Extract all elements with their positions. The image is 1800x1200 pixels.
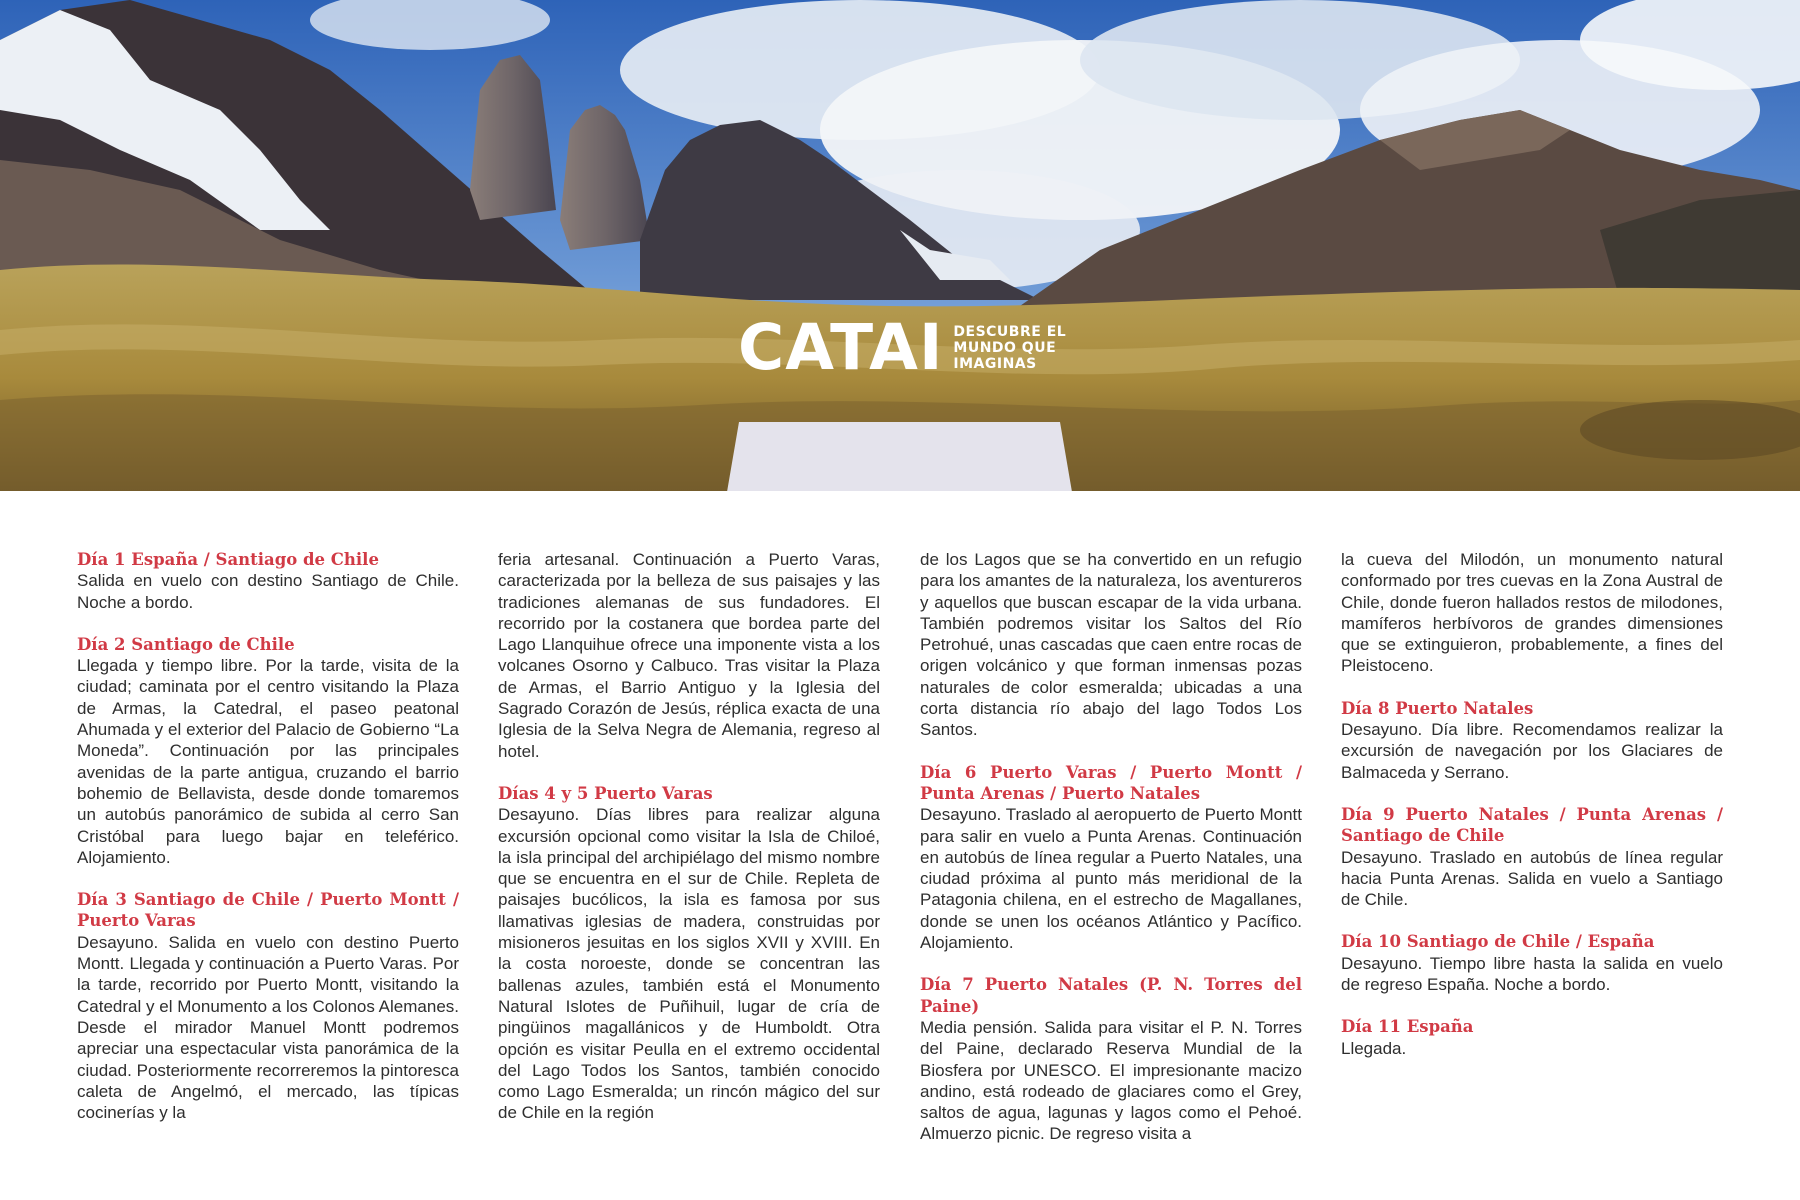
catai-logo (738, 311, 1067, 384)
day-description: Llegada. (1341, 1038, 1407, 1058)
day-title: Día 10 Santiago de Chile / España (1341, 932, 1655, 952)
itinerary-day (77, 889, 459, 1123)
continued-text: de los Lagos que se ha convertido en un refugio para los amantes de la naturaleza, los aventureros y aquellos que buscan escapar de la vida urbana. También podremos visitar los Saltos del Río Petrohué, unas cascadas que caen entre rocas de origen volcánico y que forman inmensas pozas naturales de color esmeralda; ubicadas a una corta distancia río abajo del lago Todos Los Santos. (920, 550, 1302, 740)
day-title: Día 6 Puerto Varas / Puerto Montt / Punta Arenas / Puerto Natales (920, 762, 1302, 803)
day-title: Día 7 Puerto Natales (P. N. Torres del Paine) (920, 975, 1302, 1016)
itinerary-continuation (498, 549, 880, 762)
logo-wordmark: CATAI (738, 311, 944, 384)
itinerary-columns (77, 549, 1727, 1169)
itinerary-column-3 (920, 549, 1302, 1166)
itinerary-column-1 (77, 549, 459, 1144)
patagonia-mountains-illustration (0, 0, 1800, 491)
day-title: Día 2 Santiago de Chile (77, 634, 295, 654)
day-description: Desayuno. Traslado en autobús de línea regular hacia Punta Arenas. Salida en vuelo a Santiago de Chile. (1341, 847, 1723, 910)
day-title: Día 1 España / Santiago de Chile (77, 550, 379, 569)
day-title: Día 9 Puerto Natales / Punta Arenas / Santiago de Chile (1341, 804, 1723, 846)
continued-text: la cueva del Milodón, un monumento natural conformado por tres cuevas en la Zona Austral de Chile, donde fueron hallados restos de milodones, mamíferos herbívoros de grandes dimensiones que se extinguieron, probablemente, a fines del Pleistoceno. (1341, 550, 1723, 676)
itinerary-day (1341, 1016, 1723, 1059)
day-description: Desayuno. Tiempo libre hasta la salida en vuelo de regreso España. Noche a bordo. (1341, 953, 1723, 995)
day-description: Salida en vuelo con destino Santiago de Chile. Noche a bordo. (77, 571, 459, 612)
day-title: Día 3 Santiago de Chile / Puerto Montt / Puerto Varas (77, 890, 459, 931)
day-description: Media pensión. Salida para visitar el P. N. Torres del Paine, declarado Reserva Mundial de la Biosfera por UNESCO. El impresionante macizo andino, está rodeado de glaciares como el Grey, saltos de agua, lagunas y lagos como el Pehoé. Almuerzo picnic. De regreso visita a (920, 1017, 1302, 1144)
day-title: Día 11 España (1341, 1017, 1474, 1037)
hero-landscape-photo (0, 0, 1800, 491)
tagline-line: MUNDO QUE (953, 339, 1057, 356)
itinerary-column-4 (1341, 549, 1723, 1080)
day-title: Días 4 y 5 Puerto Varas (498, 783, 713, 803)
day-description: Desayuno. Traslado al aeropuerto de Puerto Montt para salir en vuelo a Punta Arenas. Continuación en autobús de línea regular a Puerto Natales, una ciudad próxima al punto más meridional de la Patagonia chilena, en el estrecho de Magallanes, donde se unen los océanos Atlántico y Pacífico. Alojamiento. (920, 805, 1302, 953)
itinerary-continuation (920, 549, 1302, 741)
itinerary-day (77, 634, 459, 868)
tagline-line: IMAGINAS (953, 355, 1037, 372)
day-description: Desayuno. Salida en vuelo con destino Puerto Montt. Llegada y continuación a Puerto Varas. Por la tarde, recorrido por Puerto Montt, visitando la Catedral y el Monumento a los Colonos Alemanes. Desde el mirador Manuel Montt podremos apreciar una espectacular vista panorámica de la ciudad. Posteriormente recorreremos la pintoresca caleta de Angelmó, el mercado, las típicas cocinerías y la (77, 932, 459, 1123)
logo-tagline (953, 324, 1066, 372)
day-description: Desayuno. Día libre. Recomendamos realizar la excursión de navegación por los Glaciares de Balmaceda y Serrano. (1341, 720, 1723, 782)
itinerary-day (920, 974, 1302, 1144)
decorative-tab (727, 422, 1072, 491)
day-title: Día 8 Puerto Natales (1341, 698, 1534, 718)
day-description: Desayuno. Días libres para realizar alguna excursión opcional como visitar la Isla de Chiloé, la isla principal del archipiélago del mismo nombre que se encuentra en el sur de Chile. Repleta de paisajes bucólicos, la isla es famosa por sus llamativas iglesias de madera, construidas por misioneros jesuitas en los siglos XVII y XVIII. En la costa noroeste, donde se concentran las ballenas azules, también está el Monumento Natural Islotes de Puñihuil, lugar de cría de pingüinos magallánicos y de Humboldt. Otra opción es visitar Peulla en el extremo occidental del Lago Todos los Santos, también conocido como Lago Esmeralda; un rincón mágico del sur de Chile en la región (498, 805, 880, 1123)
itinerary-day (77, 549, 459, 613)
itinerary-column-2 (498, 549, 880, 1145)
itinerary-day (1341, 931, 1723, 995)
day-description: Llegada y tiempo libre. Por la tarde, visita de la ciudad; caminata por el centro visitando la Plaza de Armas, la Catedral, el paseo peatonal Ahumada y el exterior del Palacio de Gobierno “La Moneda”. Continuación por las principales avenidas de la parte antigua, cruzando el barrio bohemio de Bellavista, desde donde tomaremos un autobús panorámico de subida al cerro San Cristóbal para luego bajar en teleférico. Alojamiento. (77, 656, 459, 867)
itinerary-continuation (1341, 549, 1723, 677)
itinerary-day (920, 762, 1302, 954)
tagline-line: DESCUBRE EL (953, 323, 1067, 340)
itinerary-day (1341, 698, 1723, 783)
itinerary-day (1341, 804, 1723, 910)
itinerary-day (498, 783, 880, 1124)
continued-text: feria artesanal. Continuación a Puerto Varas, caracterizada por la belleza de sus paisajes y las tradiciones alemanas de sus fundadores. El recorrido por la costanera que bordea parte del Lago Llanquihue ofrece una imponente vista a los volcanes Osorno y Calbuco. Tras visitar la Plaza de Armas, el Barrio Antiguo y la Iglesia del Sagrado Corazón de Jesús, réplica exacta de una Iglesia de la Selva Negra de Alemania, regreso al hotel. (498, 550, 880, 761)
